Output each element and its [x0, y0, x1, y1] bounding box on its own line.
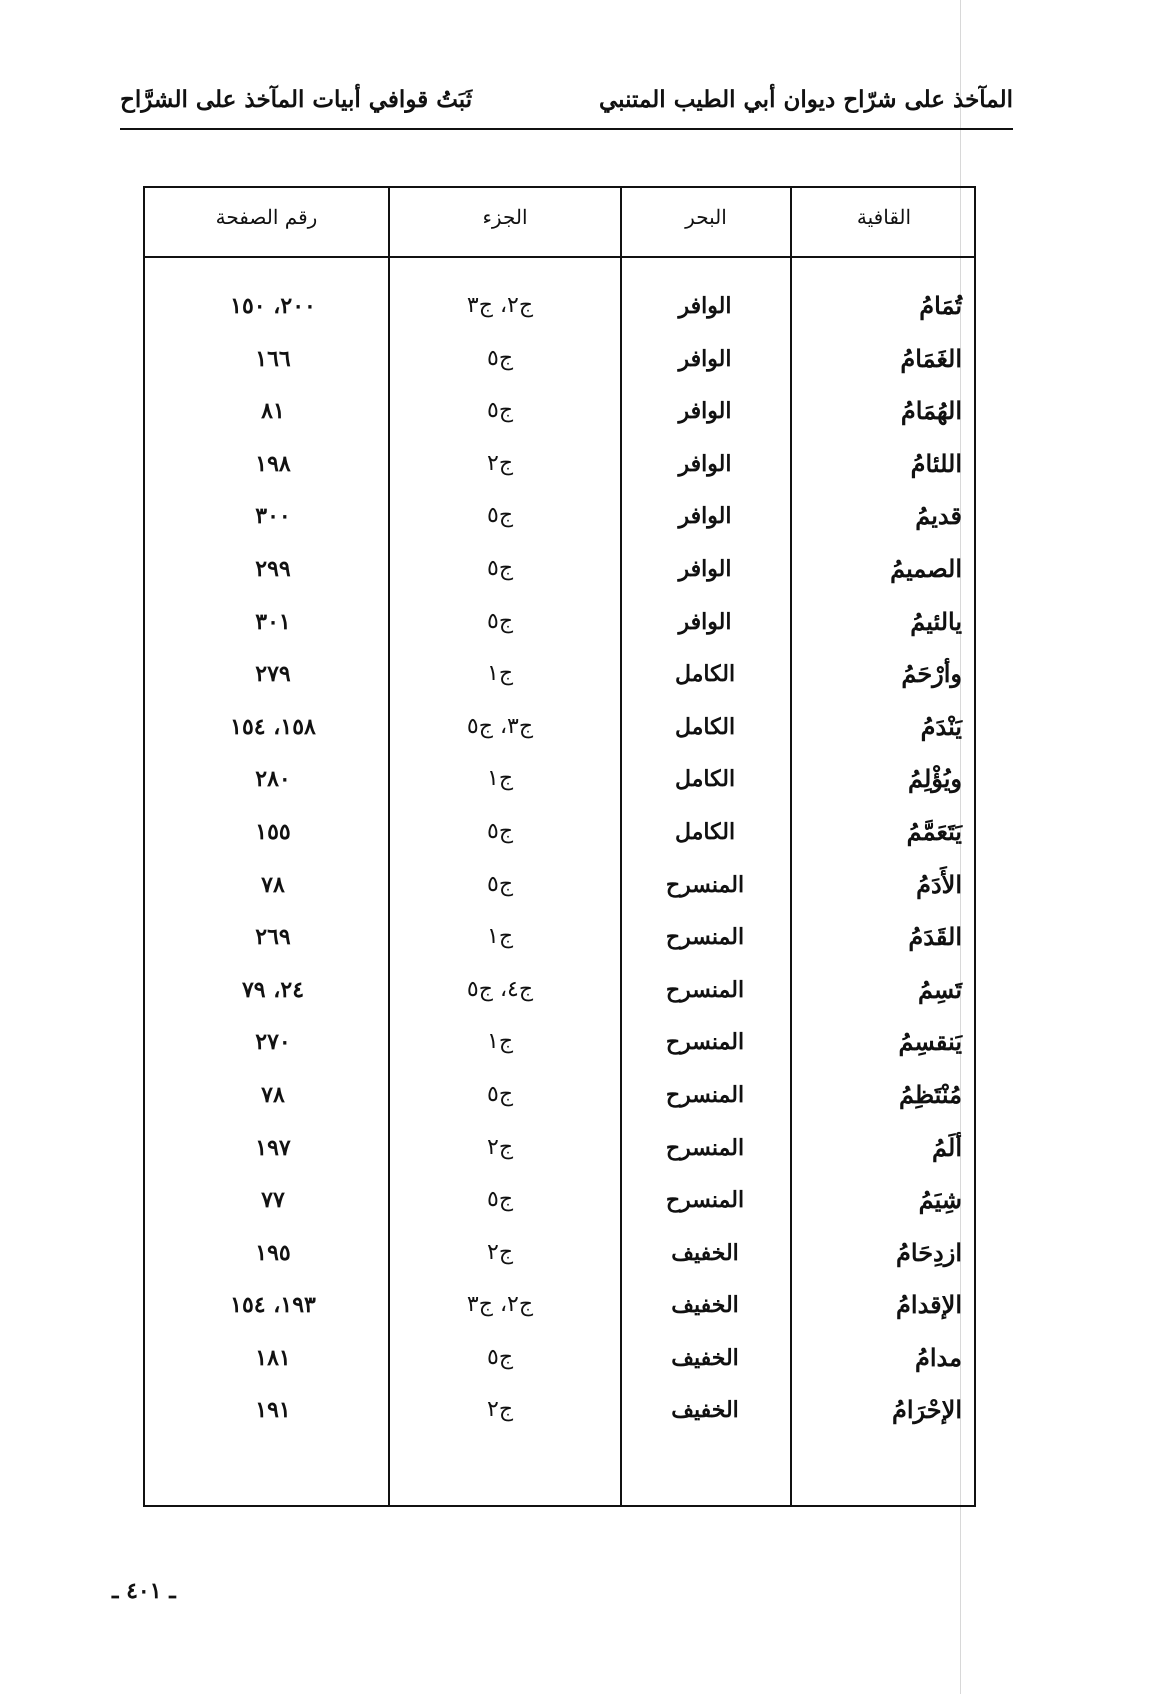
meter-cell: الكامل	[674, 818, 736, 845]
meter-cell: الوافر	[678, 398, 732, 425]
book-title: المآخذ على شرّاح ديوان أبي الطيب المتنبي	[599, 86, 1013, 113]
page-cell: ٧٧	[261, 1187, 285, 1214]
part-cell: ج٢	[486, 450, 514, 476]
page-cell: ٣٠١	[255, 608, 291, 635]
part-cell: ج٥	[486, 871, 514, 897]
meter-cell: المنسرح	[665, 924, 745, 951]
rhyme-cell: شِيَمُ	[918, 1185, 962, 1215]
page-cell: ٢٤، ٧٩	[241, 976, 305, 1003]
page-cell: ٨١	[261, 398, 285, 425]
part-cell: ج٥	[486, 1187, 514, 1213]
part-cell: ج٢	[486, 1397, 514, 1423]
meter-cell: المنسرح	[665, 976, 745, 1003]
table-row	[143, 549, 976, 602]
page-cell: ٧٨	[261, 1081, 285, 1108]
page-cell: ٢٨٠	[255, 766, 291, 793]
column-header-meter: البحر	[685, 205, 727, 229]
page-cell: ٢٦٩	[255, 924, 291, 951]
meter-cell: الخفيف	[671, 1239, 739, 1266]
rhyme-cell: يَنْدَمُ	[920, 711, 962, 741]
table-row	[143, 496, 976, 549]
meter-cell: الخفيف	[671, 1292, 739, 1319]
table-row	[143, 865, 976, 918]
table-row	[143, 654, 976, 707]
rhyme-cell: ويُؤْلِمُ	[908, 764, 962, 794]
table-row	[143, 1075, 976, 1128]
part-cell: ج٥	[486, 555, 514, 581]
table-row	[143, 759, 976, 812]
rhyme-cell: وأرْحَمُ	[901, 659, 962, 689]
meter-cell: الخفيف	[671, 1344, 739, 1371]
table-row	[143, 1180, 976, 1233]
rhyme-cell: تَسِمُ	[917, 974, 962, 1004]
rhyme-cell: الإحْرَامُ	[892, 1395, 962, 1425]
part-cell: ج١	[486, 1029, 514, 1055]
table-row	[143, 707, 976, 760]
table-row	[143, 1233, 976, 1286]
part-cell: ج٢، ج٣	[466, 1292, 534, 1318]
page-cell: ٣٠٠	[255, 503, 291, 530]
rhyme-cell: اللئامُ	[910, 448, 962, 478]
page-cell: ٢٩٩	[255, 555, 291, 582]
rhyme-cell: الإقدامُ	[896, 1290, 962, 1320]
table-row	[143, 286, 976, 339]
part-cell: ج٥	[486, 1344, 514, 1370]
page-cell: ١٥٨، ١٥٤	[230, 713, 316, 740]
meter-cell: الوافر	[678, 608, 732, 635]
meter-cell: المنسرح	[665, 1187, 745, 1214]
part-cell: ج٥	[486, 345, 514, 371]
part-cell: ج٥	[486, 1081, 514, 1107]
rhyme-cell: القَدَمُ	[908, 922, 962, 952]
table-body	[143, 286, 976, 1443]
part-cell: ج٢، ج٣	[466, 293, 534, 318]
page-cell: ١٦٦	[255, 345, 291, 372]
rhyme-cell: قديمُ	[915, 501, 962, 531]
table-row	[143, 1285, 976, 1338]
rhyme-cell: الصميمُ	[890, 553, 962, 583]
meter-cell: الوافر	[678, 450, 732, 477]
part-cell: ج٢	[486, 1239, 514, 1265]
meter-cell: الكامل	[674, 661, 736, 688]
part-cell: ج٥	[486, 818, 514, 844]
meter-cell: المنسرح	[665, 1081, 745, 1108]
page-cell: ٢٧٠	[255, 1029, 291, 1056]
rhyme-cell: تُمَامُ	[919, 291, 962, 320]
column-header-part: الجزء	[482, 205, 528, 229]
meter-cell: المنسرح	[665, 1134, 745, 1161]
column-header-rhyme: القافية	[856, 205, 912, 229]
rhyme-cell: يَتَعَمَّمُ	[906, 816, 962, 846]
table-row	[143, 391, 976, 444]
rhyme-cell: الأَدَمُ	[916, 869, 962, 899]
page-cell: ١٩١	[255, 1397, 291, 1424]
header-row-divider	[143, 256, 976, 258]
page-cell: ١٨١	[255, 1344, 291, 1371]
meter-cell: الخفيف	[671, 1397, 739, 1424]
page-header	[120, 78, 1013, 130]
page-cell: ١٩٧	[255, 1134, 291, 1161]
table-row	[143, 970, 976, 1023]
page-cell: ٢٠٠، ١٥٠	[230, 293, 316, 319]
rhyme-cell: مُنْتَظِمُ	[899, 1079, 962, 1109]
table-row	[143, 602, 976, 655]
meter-cell: الكامل	[674, 766, 736, 793]
part-cell: ج٥	[486, 608, 514, 634]
page-number: ـ ٤٠١ ـ	[112, 1578, 176, 1604]
table-row	[143, 1128, 976, 1181]
page-cell: ٢٧٩	[255, 661, 291, 688]
page-cell: ١٩٣، ١٥٤	[230, 1292, 316, 1319]
rhyme-cell: يَنقسِمُ	[898, 1027, 962, 1057]
page-cell: ١٩٥	[255, 1239, 291, 1266]
part-cell: ج٣، ج٥	[466, 713, 534, 739]
section-title: ثَبَتُ قوافي أبيات المآخذ على الشرَّاح	[120, 86, 473, 113]
part-cell: ج٢	[486, 1134, 514, 1160]
meter-cell: الوافر	[678, 345, 732, 372]
meter-cell: الوافر	[678, 293, 732, 319]
rhyme-cell: الهُمَامُ	[900, 396, 962, 426]
meter-cell: الوافر	[678, 555, 732, 582]
meter-cell: المنسرح	[665, 871, 745, 898]
part-cell: ج٥	[486, 398, 514, 424]
table-row	[143, 1390, 976, 1443]
part-cell: ج٥	[486, 503, 514, 529]
part-cell: ج٤، ج٥	[466, 976, 534, 1002]
meter-cell: الوافر	[678, 503, 732, 530]
table-row	[143, 444, 976, 497]
table-row	[143, 1022, 976, 1075]
table-row	[143, 1338, 976, 1391]
rhyme-cell: مدامُ	[915, 1342, 962, 1372]
rhyme-cell: الغَمَامُ	[900, 343, 962, 373]
part-cell: ج١	[486, 661, 514, 687]
part-cell: ج١	[486, 924, 514, 950]
rhyme-cell: ألَمُ	[932, 1132, 962, 1162]
meter-cell: المنسرح	[665, 1029, 745, 1056]
page-cell: ٧٨	[261, 871, 285, 898]
table-row	[143, 339, 976, 392]
part-cell: ج١	[486, 766, 514, 792]
table-row	[143, 917, 976, 970]
page-cell: ١٩٨	[255, 450, 291, 477]
column-header-page: رقم الصفحة	[215, 205, 318, 229]
rhyme-cell: يالئيمُ	[910, 606, 962, 636]
table-row	[143, 812, 976, 865]
meter-cell: الكامل	[674, 713, 736, 740]
page-cell: ١٥٥	[255, 818, 291, 845]
rhyme-cell: ازدِحَامُ	[896, 1237, 962, 1267]
